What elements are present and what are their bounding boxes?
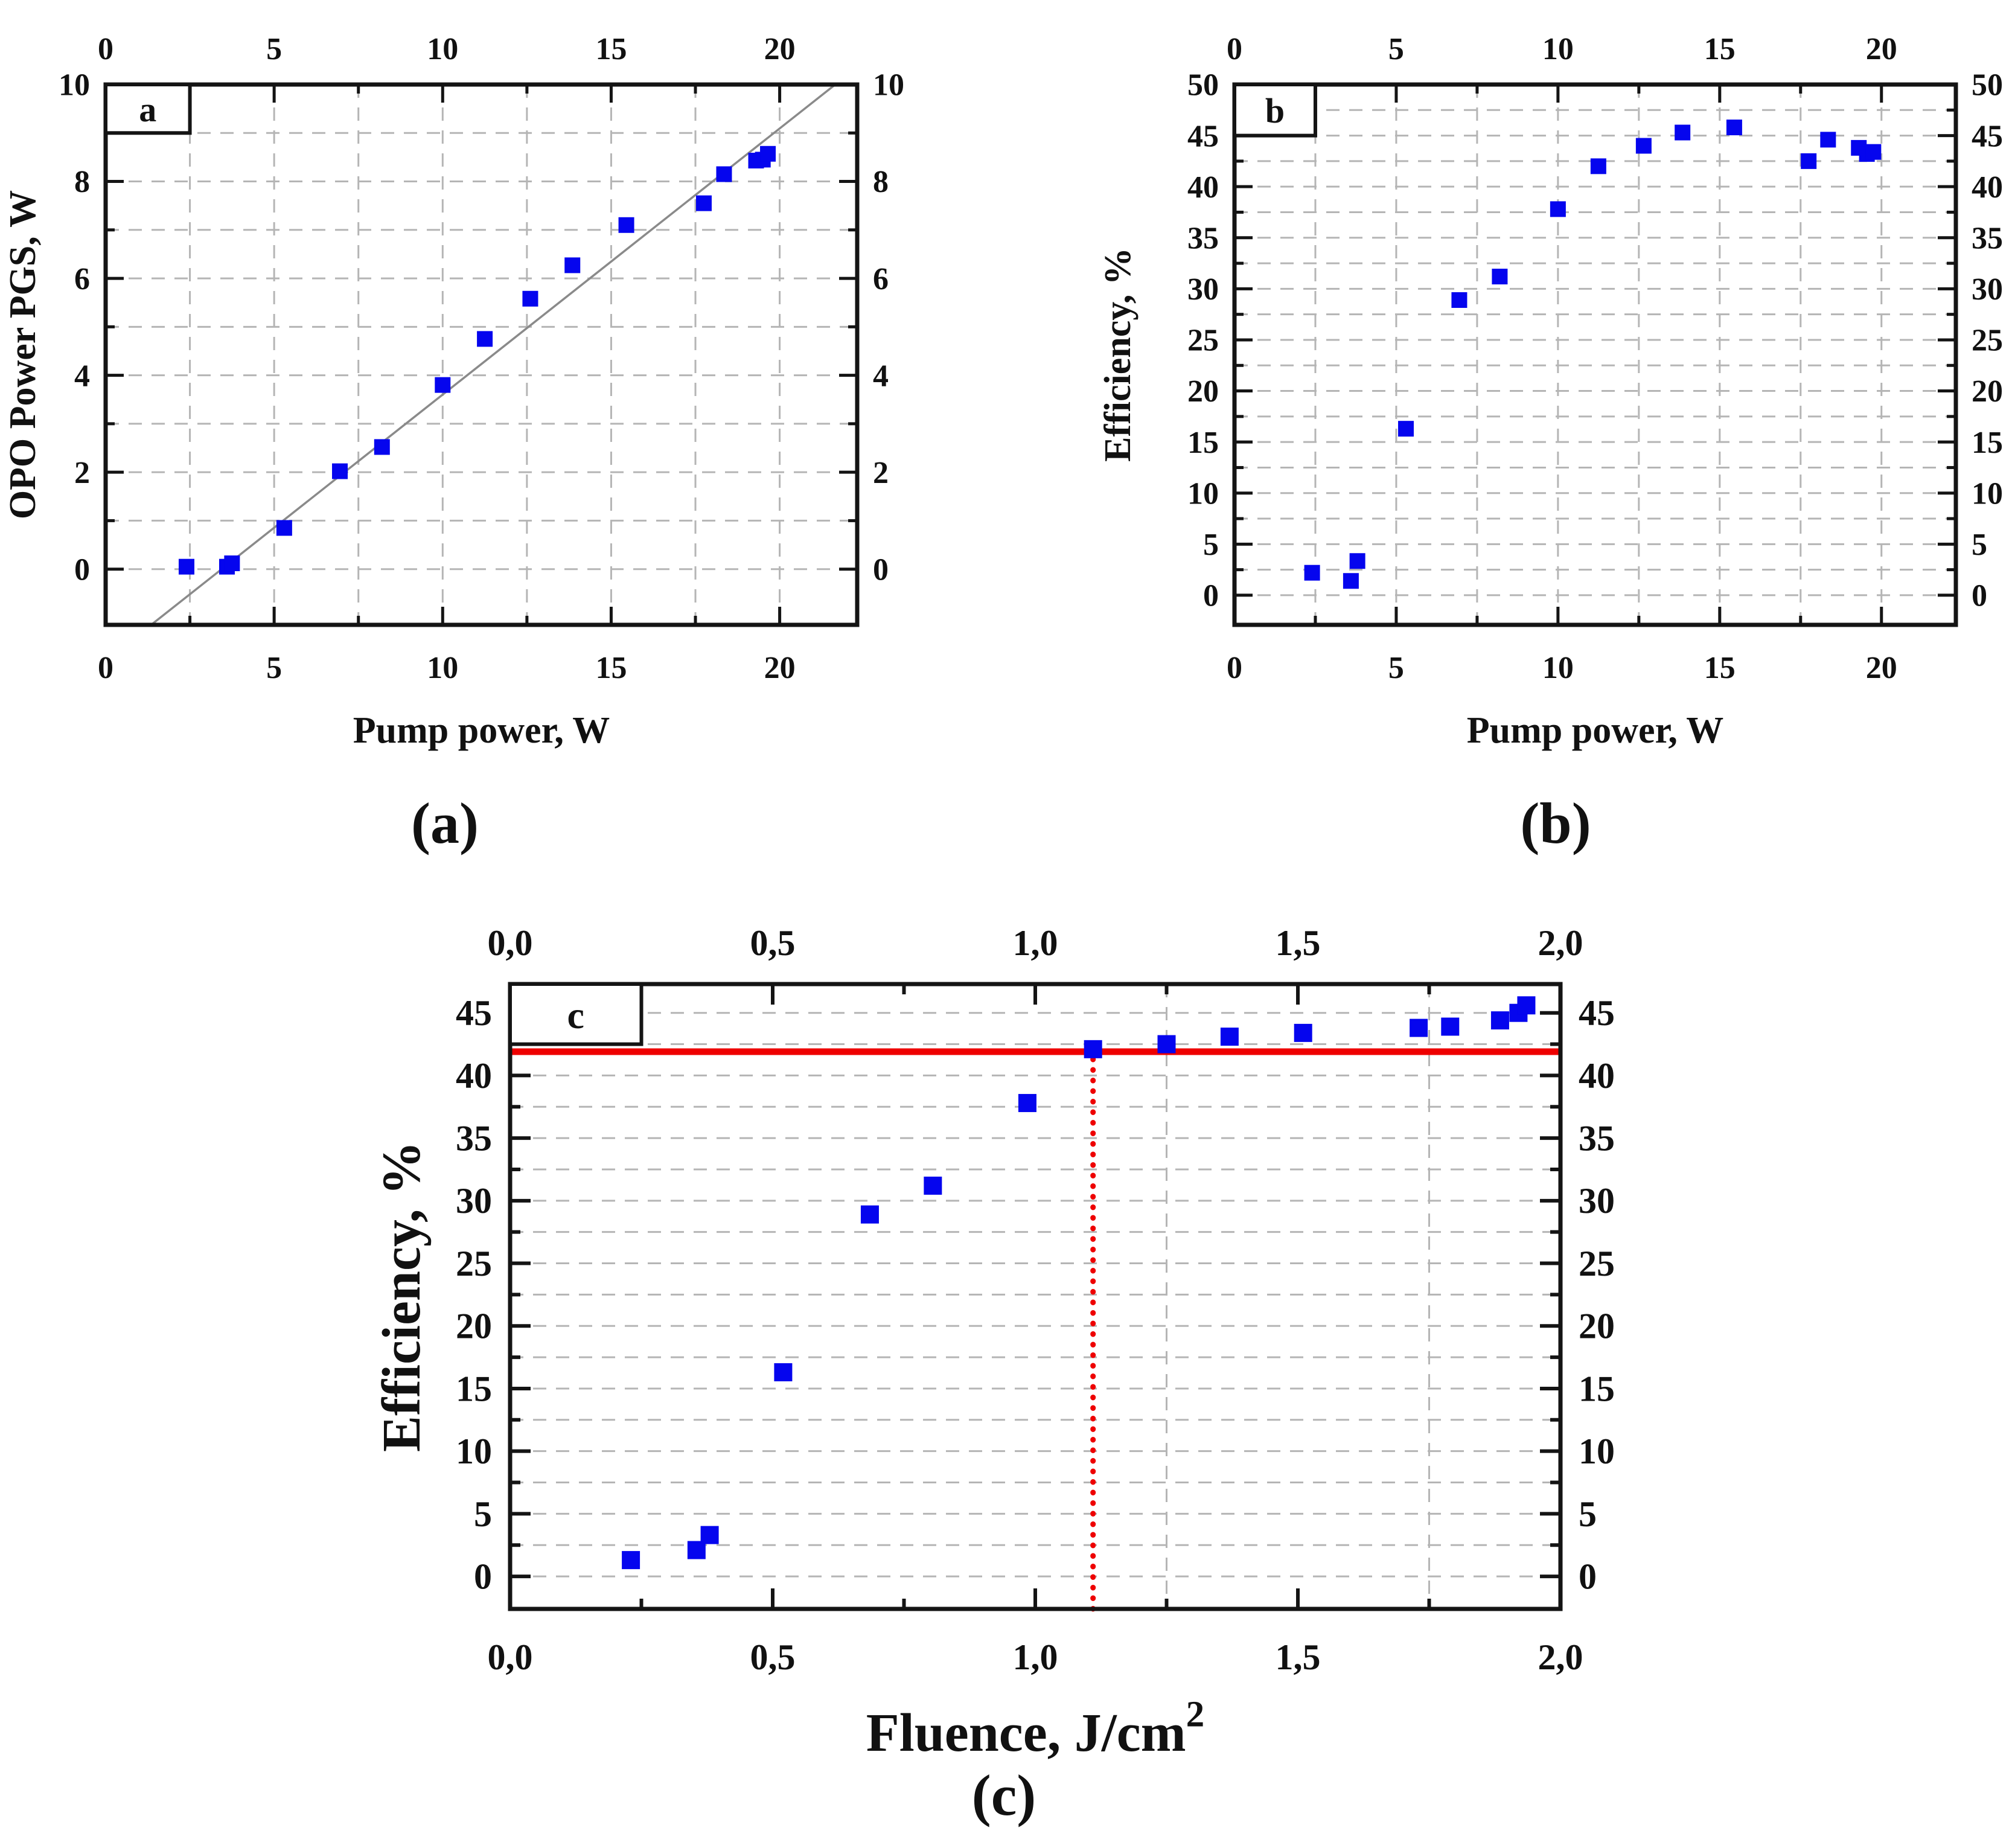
tick-label: 6 [74, 261, 90, 296]
tick-label: 30 [456, 1181, 492, 1221]
data-point [1350, 553, 1365, 569]
data-point [701, 1526, 719, 1544]
tick-label: 2 [873, 455, 889, 490]
tick-label: 10 [1542, 32, 1574, 66]
data-point [374, 439, 390, 455]
data-point [1726, 120, 1742, 135]
tick-label: 10 [456, 1431, 492, 1472]
tick-label: 15 [1704, 32, 1736, 66]
tick-label: 2 [74, 455, 90, 490]
tick-label: 10 [1187, 476, 1219, 511]
tick-label: 10 [1542, 651, 1574, 685]
tick-label: 1,0 [1012, 923, 1058, 963]
data-point [332, 464, 348, 479]
data-point [924, 1177, 942, 1195]
tick-label: 4 [74, 359, 90, 394]
tick-label: 40 [456, 1055, 492, 1096]
tick-label: 15 [456, 1369, 492, 1409]
tick-label: 5 [266, 32, 283, 66]
tick-label: 50 [1972, 68, 2003, 103]
data-point [1636, 138, 1652, 154]
tick-label: 6 [873, 261, 889, 296]
tick-label: 20 [1187, 374, 1219, 409]
data-point [1398, 421, 1414, 436]
tick-label: 30 [1972, 272, 2003, 307]
data-point [1591, 158, 1606, 174]
tick-label: 15 [1704, 651, 1736, 685]
tick-label: 0 [98, 32, 113, 66]
data-point [622, 1551, 640, 1569]
caption-c: (c) [971, 1763, 1036, 1827]
tick-label: 35 [1579, 1118, 1615, 1159]
tick-label: 5 [1203, 528, 1219, 563]
data-point [696, 196, 712, 211]
data-point [760, 146, 776, 162]
tick-label: 0,0 [487, 923, 533, 963]
tick-label: 20 [764, 651, 796, 685]
tick-label: 20 [1972, 374, 2003, 409]
tick-label: 20 [456, 1306, 492, 1346]
data-point [564, 257, 580, 273]
tick-label: 0 [1227, 32, 1242, 66]
tick-label: 10 [427, 32, 459, 66]
tick-label: 40 [1579, 1055, 1615, 1096]
y-axis-label: Efficiency, % [1097, 248, 1139, 462]
panel-letter: a [139, 90, 157, 130]
caption-b: (b) [1520, 791, 1591, 855]
data-point [716, 166, 732, 182]
tick-label: 0,0 [487, 1637, 533, 1677]
data-point [1451, 292, 1467, 308]
caption-a: (a) [411, 791, 479, 855]
panel-b [1097, 32, 2003, 751]
x-axis-label: Pump power, W [353, 710, 610, 751]
data-point [1491, 1011, 1509, 1029]
axis-frame [510, 984, 1560, 1609]
axis-frame [106, 85, 857, 625]
panel-c [372, 923, 1615, 1763]
data-point [861, 1206, 879, 1224]
tick-label: 1,5 [1275, 923, 1321, 963]
tick-label: 50 [1187, 68, 1219, 103]
data-point [619, 217, 634, 233]
data-point [774, 1363, 792, 1381]
tick-label: 10 [1972, 476, 2003, 511]
tick-label: 45 [1579, 993, 1615, 1034]
tick-label: 5 [1972, 528, 1987, 563]
data-point [1158, 1035, 1176, 1053]
tick-label: 0 [1203, 578, 1219, 613]
tick-label: 30 [1187, 272, 1219, 307]
tick-label: 10 [1579, 1431, 1615, 1472]
tick-label: 20 [1865, 32, 1897, 66]
data-point [1675, 125, 1690, 141]
panel-letter: b [1265, 91, 1285, 131]
data-point [1441, 1018, 1459, 1036]
tick-label: 0,5 [750, 1637, 796, 1677]
data-point [1343, 573, 1359, 589]
data-point [1410, 1019, 1428, 1037]
data-point [1018, 1094, 1036, 1112]
tick-label: 10 [873, 68, 904, 103]
data-point [477, 331, 493, 347]
tick-label: 0 [1972, 578, 1987, 613]
tick-label: 5 [266, 651, 283, 685]
tick-label: 15 [1579, 1369, 1615, 1409]
tick-label: 0 [74, 552, 90, 587]
tick-label: 5 [1579, 1494, 1597, 1534]
data-point [1294, 1024, 1312, 1042]
data-point [435, 377, 450, 393]
data-point [1550, 201, 1566, 217]
data-point [179, 559, 194, 575]
data-point [224, 555, 240, 571]
tick-label: 30 [1579, 1181, 1615, 1221]
tick-label: 2,0 [1538, 1637, 1583, 1677]
panel-c-points [622, 996, 1535, 1569]
tick-label: 45 [1187, 119, 1219, 154]
tick-label: 8 [74, 165, 90, 200]
tick-label: 0 [1579, 1556, 1597, 1597]
tick-label: 45 [456, 993, 492, 1034]
data-point [1221, 1028, 1239, 1046]
tick-label: 8 [873, 165, 889, 200]
tick-label: 40 [1187, 170, 1219, 205]
y-axis-label: OPO Power PGS, W [2, 190, 43, 520]
tick-label: 15 [595, 32, 627, 66]
data-point [1820, 132, 1836, 147]
tick-label: 5 [1388, 32, 1404, 66]
tick-label: 25 [1972, 323, 2003, 358]
data-point [1084, 1040, 1102, 1058]
x-axis-label: Fluence, $J/cm^2$ [866, 1693, 1205, 1763]
tick-label: 5 [1388, 651, 1404, 685]
tick-label: 20 [1865, 651, 1897, 685]
tick-label: 10 [59, 68, 90, 103]
tick-label: 5 [474, 1494, 492, 1534]
tick-label: 45 [1972, 119, 2003, 154]
tick-label: 40 [1972, 170, 2003, 205]
x-axis-label: Pump power, W [1466, 710, 1724, 751]
data-point [1801, 153, 1816, 169]
tick-label: 25 [1187, 323, 1219, 358]
y-axis-label: Efficiency, % [372, 1141, 432, 1452]
tick-label: 20 [764, 32, 796, 66]
data-point [276, 520, 292, 536]
panel-letter: c [567, 993, 584, 1037]
data-point [522, 291, 538, 307]
tick-label: 2,0 [1538, 923, 1583, 963]
tick-label: 0 [1227, 651, 1242, 685]
fit-line [151, 85, 835, 625]
tick-label: 1,5 [1275, 1637, 1321, 1677]
tick-label: 4 [873, 359, 889, 394]
tick-label: 35 [1972, 221, 2003, 256]
panel-a-points [179, 146, 776, 575]
data-point [1517, 996, 1535, 1014]
tick-label: 0,5 [750, 923, 796, 963]
tick-label: 1,0 [1012, 1637, 1058, 1677]
tick-label: 0 [873, 552, 889, 587]
tick-label: 20 [1579, 1306, 1615, 1346]
data-point [1865, 144, 1881, 160]
tick-label: 35 [1187, 221, 1219, 256]
tick-label: 25 [1579, 1243, 1615, 1284]
tick-label: 0 [474, 1556, 492, 1597]
tick-label: 10 [427, 651, 459, 685]
tick-label: 35 [456, 1118, 492, 1159]
tick-label: 25 [456, 1243, 492, 1284]
panel-a [2, 32, 904, 751]
tick-label: 15 [1187, 425, 1219, 460]
tick-label: 15 [1972, 425, 2003, 460]
data-point [1492, 269, 1507, 284]
tick-label: 0 [98, 651, 113, 685]
data-point [1305, 565, 1320, 581]
tick-label: 15 [595, 651, 627, 685]
